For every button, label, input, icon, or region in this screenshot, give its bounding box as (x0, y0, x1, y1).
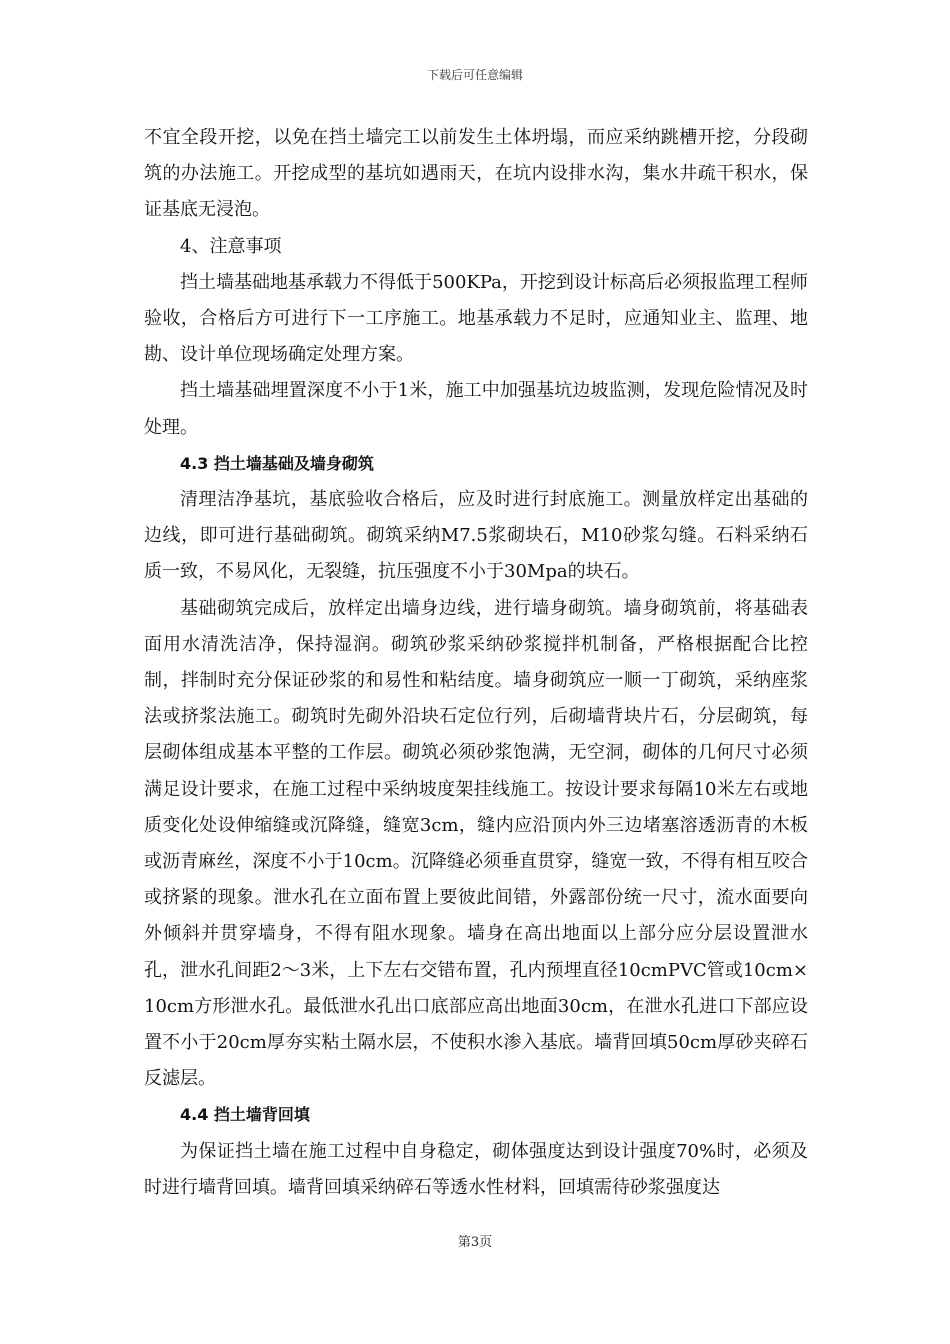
section-heading-4-4: 4.4 挡土墙背回填 (180, 1105, 310, 1125)
paragraph-backfill: 为保证挡土墙在施工过程中自身稳定，砌体强度达到设计强度70%时，必须及时进行墙背回填。墙背回填采纳碎石等透水性材料，回填需待砂浆强度达 (144, 1140, 808, 1198)
paragraph-excavation: 不宜全段开挖，以免在挡土墙完工以前发生土体坍塌，而应采纳跳槽开挖，分段砌筑的办法施工。开挖成型的基坑如遇雨天，在坑内设排水沟，集水井疏干积水，保证基底无浸泡。 (144, 127, 808, 221)
section-heading-4-3: 4.3 挡土墙基础及墙身砌筑 (180, 453, 374, 473)
section-notes-title: 4、注意事项 (180, 235, 282, 257)
paragraph-foundation-depth: 挡土墙基础埋置深度不小于1米，施工中加强基坑边坡监测，发现危险情况及时处理。 (144, 380, 808, 438)
paragraph-wall-masonry: 基础砌筑完成后，放样定出墙身边线，进行墙身砌筑。墙身砌筑前，将基础表面用水清洗洁净，保持湿润。砌筑砂浆采纳砂浆搅拌机制备，严格根据配合比控制，拌制时充分保证砂浆的和易性和粘结度。墙身砌筑应一顺一丁砌筑，采纳座浆法或挤浆法施工。砌筑时先砌外沿块石定位行列，后砌墙背块片石，分层砌筑，每层砌体组成基本平整的工作层。砌筑必须砂浆饱满，无空洞，砌体的几何尺寸必须满足设计要求，在施工过程中采纳坡度架挂线施工。按设计要求每隔10米左右或地质变化处设伸缩缝或沉降缝，缝宽3cm，缝内应沿顶内外三边堵塞溶透沥青的木板或沥青麻丝，深度不小于10cm。沉降缝必须垂直贯穿，缝宽一致，不得有相互咬合或挤紧的现象。泄水孔在立面布置上要彼此间错，外露部份统一尺寸，流水面要向外倾斜并贯穿墙身，不得有阻水现象。墙身在高出地面以上部分应分层设置泄水孔，泄水孔间距2～3米，上下左右交错布置，孔内预埋直径10cmPVC管或10cm×10cm方形泄水孔。最低泄水孔出口底部应高出地面30cm，在泄水孔进口下部应设置不小于20cm厚夯实粘土隔水层，不使积水渗入基底。墙背回填50cm厚砂夹碎石反滤层。 (144, 597, 808, 1090)
document-body (144, 120, 808, 1206)
paragraph-bearing-capacity: 挡土墙基础地基承载力不得低于500KPa，开挖到设计标高后必须报监理工程师验收，合格后方可进行下一工序施工。地基承载力不足时，应通知业主、监理、地勘、设计单位现场确定处理方案。 (144, 271, 808, 366)
paragraph-foundation-masonry: 清理洁净基坑，基底验收合格后，应及时进行封底施工。测量放样定出基础的边线，即可进行基础砌筑。砌筑采纳M7.5浆砌块石，M10砂浆勾缝。石料采纳石质一致，不易风化，无裂缝，抗压强度不小于30Mpa的块石。 (144, 489, 808, 583)
page-number: 第3页 (457, 1235, 493, 1250)
page-header: 下载后可任意编辑 (426, 68, 523, 82)
